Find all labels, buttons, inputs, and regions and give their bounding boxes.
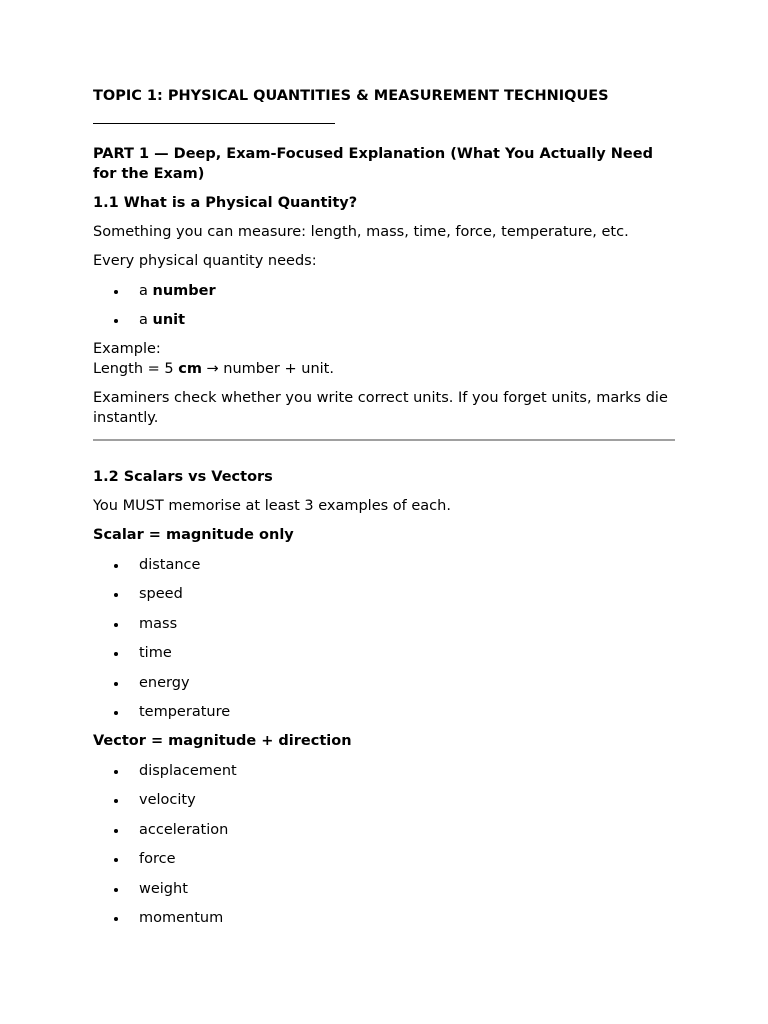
scalar-item: mass xyxy=(139,615,178,632)
scalar-item: time xyxy=(139,645,172,661)
list-item xyxy=(93,281,675,301)
bullet-icon xyxy=(114,858,118,862)
list-item-prefix: a xyxy=(139,282,153,299)
bullet-icon xyxy=(114,652,118,656)
bullet-icon xyxy=(114,770,118,774)
section-1-1-heading: 1.1 What is a Physical Quantity? xyxy=(93,195,358,211)
vector-item: momentum xyxy=(139,910,224,926)
list-item xyxy=(93,820,675,840)
vector-list xyxy=(93,761,675,929)
example-unit: cm xyxy=(178,361,202,377)
example-line xyxy=(93,359,675,379)
list-item xyxy=(93,849,675,869)
section-1-2-heading: 1.2 Scalars vs Vectors xyxy=(93,469,273,485)
vector-item: velocity xyxy=(139,792,196,808)
list-item-bold: number xyxy=(152,282,216,299)
bullet-icon xyxy=(114,917,118,921)
examiner-warning: Examiners check whether you write correct units. If you forget units, marks die instantly. xyxy=(93,390,668,426)
bullet-icon xyxy=(114,319,118,323)
list-item xyxy=(93,908,675,928)
vector-heading: Vector = magnitude + direction xyxy=(93,733,352,749)
bullet-icon xyxy=(114,888,118,892)
bullet-icon xyxy=(114,682,118,686)
part-1-heading: PART 1 — Deep, Exam-Focused Explanation (What You Actually Need for the Exam) xyxy=(93,146,653,182)
example-label: Example: xyxy=(93,341,161,357)
needs-list xyxy=(93,281,675,331)
section-1-2-intro: You MUST memorise at least 3 examples of each. xyxy=(93,498,451,514)
document-page xyxy=(93,86,675,928)
scalar-list xyxy=(93,555,675,723)
list-item xyxy=(93,790,675,810)
list-item-prefix: a xyxy=(139,312,153,328)
scalar-heading: Scalar = magnitude only xyxy=(93,527,294,543)
bullet-icon xyxy=(114,564,118,568)
list-item xyxy=(93,555,675,575)
vector-item: acceleration xyxy=(139,821,229,838)
list-item xyxy=(93,761,675,781)
bullet-icon xyxy=(114,623,118,627)
bullet-icon xyxy=(114,711,118,715)
scalar-item: speed xyxy=(139,586,183,602)
bullet-icon xyxy=(114,593,118,597)
needs-label: Every physical quantity needs: xyxy=(93,253,317,269)
title-underline xyxy=(93,123,335,124)
vector-item: weight xyxy=(139,880,188,897)
list-item xyxy=(93,702,675,722)
scalar-item: temperature xyxy=(139,704,231,720)
section-divider xyxy=(93,439,675,441)
scalar-item: distance xyxy=(139,556,201,573)
list-item xyxy=(93,879,675,899)
example-suffix: → number + unit. xyxy=(201,361,334,377)
example-prefix: Length = 5 xyxy=(93,361,179,377)
bullet-icon xyxy=(114,799,118,803)
list-item xyxy=(93,643,675,663)
scalar-item: energy xyxy=(139,674,190,691)
list-item-bold: unit xyxy=(152,312,186,328)
list-item xyxy=(93,310,675,330)
vector-item: force xyxy=(139,851,176,867)
document-title: TOPIC 1: PHYSICAL QUANTITIES & MEASUREMENT TECHNIQUES xyxy=(93,88,609,104)
bullet-icon xyxy=(114,290,118,294)
list-item xyxy=(93,673,675,693)
list-item xyxy=(93,584,675,604)
vector-item: displacement xyxy=(139,762,237,779)
bullet-icon xyxy=(114,829,118,833)
section-1-1-intro: Something you can measure: length, mass, time, force, temperature, etc. xyxy=(93,224,629,240)
example-block xyxy=(93,339,675,379)
list-item xyxy=(93,614,675,634)
